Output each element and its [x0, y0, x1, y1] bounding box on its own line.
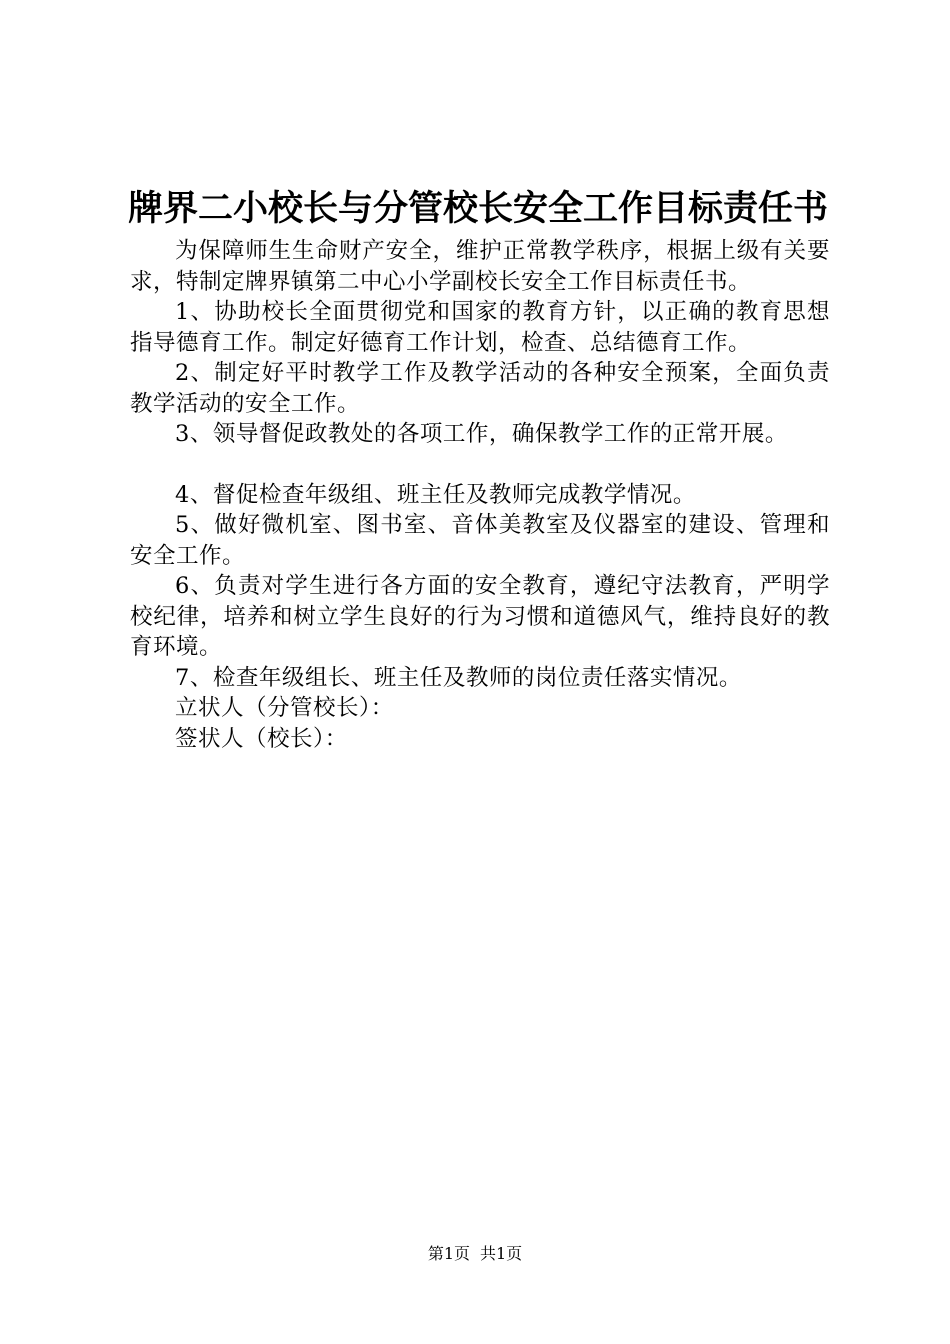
item-4-paragraph: 4、督促检查年级组、班主任及教师完成教学情况。	[175, 481, 696, 508]
intro-paragraph: 为保障师生生命财产安全，维护正常教学秩序，根据上级有关要求，特制定牌界镇第二中心小学副校长安全工作目标责任书。	[130, 238, 830, 295]
blank-line	[130, 450, 830, 480]
document-title: 牌界二小校长与分管校长安全工作目标责任书	[128, 188, 829, 229]
page-footer	[0, 1244, 950, 1264]
item-2-paragraph: 2、制定好平时教学工作及教学活动的各种安全预案，全面负责教学活动的安全工作。	[130, 360, 830, 417]
item-7-paragraph: 7、检查年级组长、班主任及教师的岗位责任落实情况。	[175, 664, 742, 691]
page-number: 第1页	[427, 1244, 470, 1263]
document-body	[130, 236, 830, 754]
item-3-paragraph: 3、领导督促政教处的各项工作，确保教学工作的正常开展。	[175, 421, 788, 447]
page-total: 共1页	[480, 1244, 523, 1263]
item-6-paragraph: 6、负责对学生进行各方面的安全教育，遵纪守法教育，严明学校纪律，培养和树立学生良好的行为习惯和道德风气，维持良好的教育环境。	[130, 573, 830, 660]
signer-principal: 签状人（校长）：	[175, 725, 348, 752]
item-1-paragraph: 1、协助校长全面贯彻党和国家的教育方针，以正确的教育思想指导德育工作。制定好德育工作计划，检查、总结德育工作。	[130, 299, 830, 356]
item-5-paragraph: 5、做好微机室、图书室、音体美教室及仪器室的建设、管理和安全工作。	[130, 512, 830, 569]
signer-vice-principal: 立状人（分管校长）：	[175, 695, 394, 721]
